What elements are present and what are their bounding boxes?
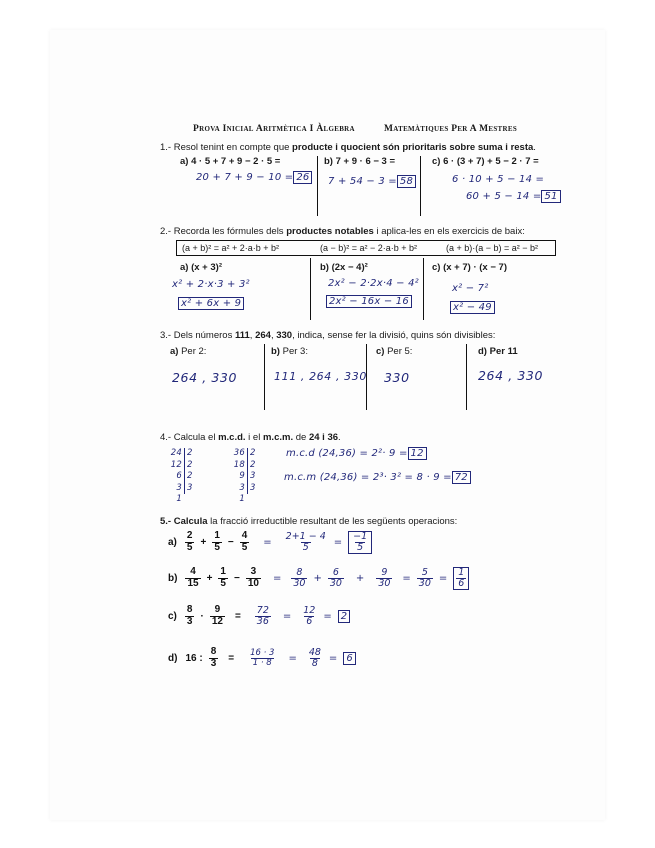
- q5-suffix: la fracció irreductible resultant de les següents operacions:: [207, 516, 458, 527]
- q2c-result: x² − 49: [450, 301, 495, 314]
- factor36-l2: 9: [239, 471, 245, 481]
- q5d-eq3: =: [328, 652, 338, 664]
- q5a-f3-den: 5: [241, 541, 248, 553]
- q5a-op1: +: [200, 536, 207, 548]
- q5a-f2-num: 1: [214, 530, 220, 542]
- q2b-work: 2x² − 2·2x·4 − 4²: [328, 278, 419, 289]
- q1b: [324, 156, 395, 167]
- formula-2: (a − b)² = a² − 2·a·b + b²: [320, 243, 418, 253]
- q2c: [432, 262, 507, 273]
- q5a-f1-den: 5: [186, 541, 193, 553]
- q1a-work: [196, 172, 312, 183]
- q3d-text: Per 11: [489, 346, 518, 357]
- factor24-r1: 2: [187, 459, 193, 470]
- q5b-w4-num: 5: [421, 567, 428, 578]
- q5a-f2-den: 5: [214, 541, 220, 553]
- q5d-w2: [307, 648, 323, 669]
- q5c-w2: [301, 606, 317, 627]
- q3b-label: b): [271, 346, 280, 357]
- q5a-f1-num: 2: [186, 530, 193, 542]
- q5c-w1-num: 72: [256, 604, 269, 616]
- q5b-w4: [417, 568, 433, 589]
- q3b: [271, 346, 308, 357]
- factor24-l2: 6: [176, 471, 182, 481]
- factor24-bar: [184, 448, 185, 494]
- q5c-w1-den: 36: [256, 615, 269, 627]
- q5c-f2-den: 12: [211, 615, 223, 627]
- q3a: [170, 346, 206, 357]
- formula-1: (a + b)² = a² + 2·a·b + b²: [182, 243, 280, 253]
- factor36-r0: 2: [250, 448, 256, 458]
- q5b-eq2: =: [402, 572, 411, 584]
- q5b-result: [453, 567, 469, 590]
- q5c-eq3: =: [323, 610, 332, 622]
- q5b-w1-num: 8: [296, 567, 303, 578]
- mcd-result: 12: [408, 447, 427, 460]
- factor36-left: [231, 448, 245, 506]
- q4-suffix: .: [338, 432, 341, 443]
- q5a-result: [348, 531, 372, 554]
- q3a-answer: 264 , 330: [172, 370, 238, 385]
- q5d-w1: [248, 649, 276, 668]
- q5c-w1: [255, 606, 271, 627]
- q2a-result: x² + 6x + 9: [178, 297, 244, 310]
- q5d-w2-num: 48: [308, 646, 321, 658]
- factor36-r2: 3: [250, 471, 256, 481]
- q5c-op1: ·: [200, 610, 204, 622]
- factor36-l0: 36: [233, 448, 245, 458]
- factor36-l1: 18: [233, 459, 245, 470]
- q5b-wop2: +: [355, 572, 365, 584]
- q5b-f3-num: 3: [250, 566, 257, 578]
- q5b-w1: [291, 568, 307, 589]
- factor24-l0: 24: [170, 448, 182, 458]
- q2b-expr: (2x − 4)²: [331, 262, 368, 273]
- factor24-l4: 1: [176, 494, 182, 504]
- q3c-answer: 330: [384, 370, 410, 385]
- factor24-left: [168, 448, 182, 506]
- q4-statement: [160, 432, 341, 443]
- q4-mid1: i el: [245, 432, 263, 443]
- q5c-eq2: =: [282, 610, 292, 622]
- factor24-l1: 12: [170, 459, 182, 470]
- q5b-w1-den: 30: [293, 577, 306, 589]
- q5b-f1-den: 15: [187, 577, 199, 589]
- mcm-result: 72: [452, 471, 471, 484]
- q5b-wop1: +: [313, 572, 322, 584]
- q1c-work1: 6 · 10 + 5 − 14 =: [452, 174, 545, 185]
- q2-divider-1: [310, 258, 311, 320]
- q5-statement: [160, 516, 457, 527]
- q5b-r-num: 1: [458, 567, 465, 578]
- q5b-f3-den: 10: [247, 577, 259, 589]
- factor36-l3: 3: [239, 482, 245, 493]
- q5b-f1-num: 4: [190, 566, 196, 578]
- q1a-expr: 4 · 5 + 7 + 9 − 2 · 5 =: [191, 156, 281, 167]
- q3c-text: Per 5:: [387, 346, 413, 357]
- q5a-w1-den: 5: [302, 541, 309, 553]
- q5c-result: 2: [338, 610, 351, 623]
- q5c-w2-den: 6: [306, 615, 313, 627]
- q4-mid2: de: [293, 432, 309, 443]
- q5c-f1-den: 3: [186, 615, 193, 627]
- q1-prefix: 1.- Resol tenint en compte que: [160, 142, 293, 153]
- q1c-label: c): [432, 156, 441, 167]
- q2a-work: x² + 2·x·3 + 3²: [172, 279, 250, 290]
- factor36-r1: 2: [250, 459, 256, 470]
- formula-3: (a + b)·(a − b) = a² − b²: [446, 243, 539, 253]
- q2b: [320, 262, 368, 273]
- q1-divider-2: [420, 156, 421, 216]
- q1c-result: 51: [541, 190, 560, 203]
- q5a-w1: [284, 532, 328, 553]
- q3b-answer: 111 , 264 , 330: [274, 370, 367, 383]
- q3d: [478, 346, 518, 357]
- q5b-w3-num: 9: [381, 567, 388, 578]
- q1c-work2: [466, 191, 561, 202]
- factor24-r0: 2: [187, 448, 193, 458]
- q5a-f1: [185, 531, 195, 553]
- mcd-work-text: m.c.d (24,36) = 2²· 9 =: [286, 448, 408, 459]
- q1b-label: b): [324, 156, 333, 167]
- q5a-f2: [212, 531, 222, 553]
- q1a-label: a): [180, 156, 189, 167]
- q3-sep1: ,: [249, 330, 256, 341]
- q2c-work: x² − 7²: [452, 283, 489, 294]
- q2c-label: c): [432, 262, 441, 273]
- q2c-expr: (x + 7) · (x − 7): [443, 262, 507, 273]
- q5b-r-den: 6: [458, 577, 465, 589]
- factor36-l4: 1: [239, 494, 245, 504]
- q5d-row: [168, 647, 356, 669]
- q5d-f1-num: 8: [210, 646, 217, 657]
- q5b-label: b): [168, 572, 178, 584]
- q5a-eq: =: [263, 536, 272, 548]
- q2-prefix: 2.- Recorda les fórmules dels: [160, 226, 287, 237]
- q5d-w1-num: 16 · 3: [250, 647, 275, 658]
- q5a-label: a): [168, 536, 177, 548]
- q1a: [180, 156, 280, 167]
- q2-bold: productes notables: [286, 226, 374, 237]
- q5b-f2-den: 5: [220, 577, 226, 589]
- q2a-label: a): [180, 262, 189, 273]
- q3d-label: d): [478, 346, 487, 357]
- q3-n2: 264: [255, 330, 271, 341]
- q5d-result: 6: [343, 652, 356, 665]
- q2-statement: [160, 226, 525, 237]
- q5b-f3: [246, 567, 261, 589]
- q5b-w2-den: 30: [329, 577, 342, 589]
- factor36-right: [250, 448, 256, 494]
- q5d-f1: [209, 647, 219, 669]
- q5a-row: [168, 531, 372, 554]
- q5c-f1-num: 8: [186, 604, 193, 615]
- title-left: Prova Inicial Aritmètica I Àlgebra: [193, 124, 355, 134]
- q5d-f1-den: 3: [210, 657, 217, 669]
- q5b-w2: [328, 568, 344, 589]
- factor36-r3: 3: [250, 482, 256, 493]
- q1-bold: producte i quocient són prioritaris sobre suma i resta: [292, 142, 534, 153]
- q1a-work-text: 20 + 7 + 9 − 10 =: [196, 172, 294, 183]
- q5d-eq2: =: [288, 652, 297, 664]
- q5a-f3: [240, 531, 250, 553]
- q3a-label: a): [170, 346, 179, 357]
- q1b-work-text: 7 + 54 − 3 =: [328, 176, 397, 187]
- q5c-eq: =: [234, 610, 241, 622]
- q5-bold: 5.- Calcula: [160, 516, 208, 527]
- q1c: [432, 156, 539, 167]
- q4-prefix: 4.- Calcula el: [160, 432, 219, 443]
- q5a-op2: −: [227, 536, 234, 548]
- q5c-f1: [185, 605, 195, 627]
- q5d-label: d): [168, 652, 178, 664]
- q5b-row: [168, 567, 469, 590]
- q3-sep2: ,: [270, 330, 277, 341]
- q5d-w2-den: 8: [311, 657, 318, 669]
- q1b-work: [328, 176, 416, 187]
- q5b-op1: +: [206, 572, 213, 584]
- q2b-label: b): [320, 262, 329, 273]
- q5c-f2-num: 9: [214, 604, 221, 615]
- q5c-row: [168, 605, 350, 627]
- factor24-l3: 3: [176, 482, 182, 493]
- q2-divider-2: [423, 258, 424, 320]
- q5a-f3-num: 4: [241, 530, 248, 542]
- q3-prefix: 3.- Dels números: [160, 330, 235, 341]
- q3d-answer: 264 , 330: [478, 368, 544, 383]
- q3b-text: Per 3:: [282, 346, 308, 357]
- q5d-eq: =: [228, 652, 235, 664]
- q5b-eq3: =: [438, 572, 448, 584]
- factor24-right: [187, 448, 193, 494]
- mcm-work-text: m.c.m (24,36) = 2³· 3² = 8 · 9 =: [284, 472, 452, 483]
- q3-n3: 330: [276, 330, 293, 341]
- mcm-work: [284, 472, 471, 483]
- q2b-result: 2x² − 16x − 16: [326, 295, 412, 308]
- q4-bold2: m.c.m.: [262, 432, 294, 443]
- q1a-result: 26: [293, 171, 312, 184]
- q5a-r-num: −1: [353, 531, 368, 542]
- q3c: [376, 346, 412, 357]
- q1-divider-1: [317, 156, 318, 216]
- q1c-expr: 6 · (3 + 7) + 5 − 2 · 7 =: [443, 156, 539, 167]
- q2-suffix: i aplica-les en els exercicis de baix:: [373, 226, 525, 237]
- q5d-whole: 16 :: [185, 652, 203, 664]
- q2a-expr: (x + 3)²: [191, 262, 222, 273]
- q5c-f2: [210, 605, 225, 627]
- factor24-r2: 2: [187, 471, 193, 481]
- q1b-result: 58: [397, 175, 416, 188]
- q5b-eq: =: [272, 572, 282, 584]
- q5b-w4-den: 30: [418, 577, 431, 589]
- title-right: Matemàtiques Per A Mestres: [384, 124, 518, 134]
- q5b-w3-den: 30: [378, 577, 391, 589]
- q3a-text: Per 2:: [181, 346, 207, 357]
- q5a-w1-num: 2+1 − 4: [285, 531, 326, 542]
- q2a: [180, 262, 222, 273]
- q5a-eq2: =: [333, 536, 343, 548]
- q5b-f2: [218, 567, 228, 589]
- q3-n1: 111: [234, 330, 250, 341]
- q3-divider-3: [466, 344, 467, 410]
- q5a-r-den: 5: [357, 541, 364, 553]
- q1-statement: [160, 142, 536, 153]
- mcd-work: [286, 448, 427, 459]
- q1b-expr: 7 + 9 · 6 − 3 =: [335, 156, 396, 167]
- q5d-w1-den: 1 · 8: [252, 657, 272, 668]
- q5b-f1: [185, 567, 200, 589]
- q5b-f2-num: 1: [220, 566, 226, 578]
- q5b-op2: −: [233, 572, 240, 584]
- q5b-w3: [376, 568, 392, 589]
- q1c-work2-text: 60 + 5 − 14 =: [466, 191, 542, 202]
- q5b-w2-num: 6: [332, 567, 339, 578]
- q4-bold1: m.c.d.: [218, 432, 246, 443]
- q3-statement: [160, 330, 495, 341]
- q1-suffix: .: [533, 142, 536, 153]
- q5c-label: c): [168, 610, 177, 622]
- q3c-label: c): [376, 346, 385, 357]
- factor36-bar: [247, 448, 248, 494]
- q4-bold3: 24 i 36: [308, 432, 339, 443]
- q5c-w2-num: 12: [303, 604, 316, 616]
- q3-suffix: , indica, sense fer la divisió, quins són divisibles:: [292, 330, 496, 341]
- q3-divider-1: [264, 344, 265, 410]
- factor24-r3: 3: [187, 482, 193, 493]
